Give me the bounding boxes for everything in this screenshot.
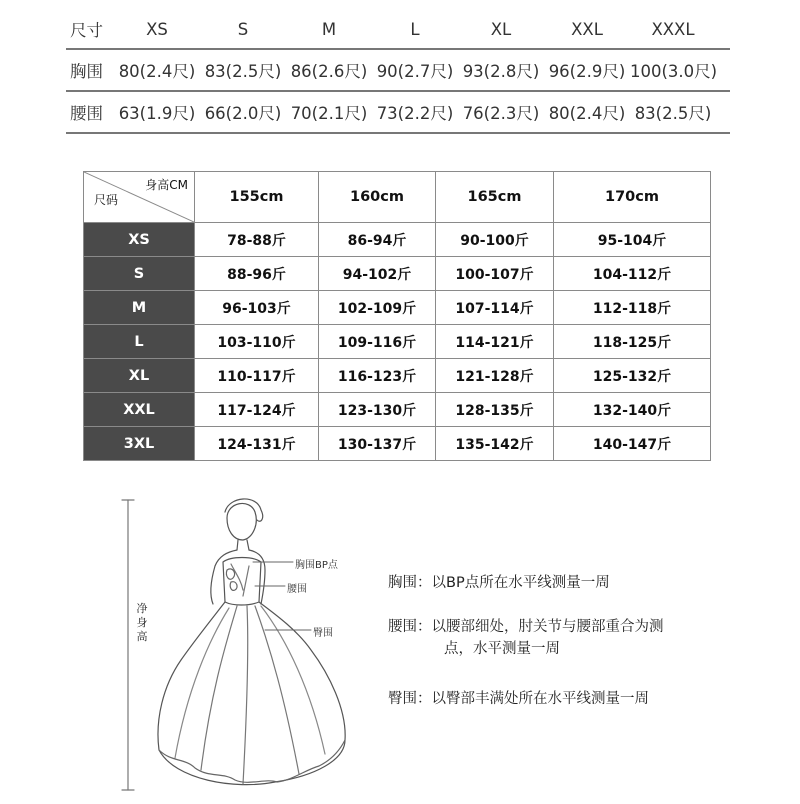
corner-height-label: 身高CM: [145, 178, 188, 192]
weight-cell: 112-118斤: [554, 291, 711, 325]
size-header-cell: S: [237, 19, 249, 39]
weight-cell: 100-107斤: [436, 257, 554, 291]
bust-value: 86(2.6尺): [290, 62, 368, 81]
table-row: [84, 325, 711, 359]
weight-cell: 128-135斤: [436, 393, 554, 427]
table-row: [84, 223, 711, 257]
weight-cell: 135-142斤: [436, 427, 554, 461]
bust-value: 93(2.8尺): [462, 62, 540, 81]
gown-drawing: [115, 490, 375, 800]
waist-value: 66(2.0尺): [204, 104, 282, 123]
size-row-header: L: [84, 325, 195, 359]
weight-cell: 109-116斤: [319, 325, 436, 359]
table-row: [84, 393, 711, 427]
weight-cell: 95-104斤: [554, 223, 711, 257]
weight-cell: 90-100斤: [436, 223, 554, 257]
size-header-cell: L: [410, 19, 420, 39]
weight-cell: 114-121斤: [436, 325, 554, 359]
size-header-cell: XXL: [571, 19, 603, 39]
size-row-header: S: [84, 257, 195, 291]
weight-cell: 110-117斤: [195, 359, 319, 393]
waist-value: 70(2.1尺): [290, 104, 368, 123]
size-row-header: XXL: [84, 393, 195, 427]
weight-cell: 140-147斤: [554, 427, 711, 461]
size-header-cell: XL: [490, 19, 512, 39]
waist-value: 76(2.3尺): [462, 104, 540, 123]
row-label: 腰围: [70, 104, 103, 123]
waist-value: 80(2.4尺): [548, 104, 626, 123]
waist-note: [388, 616, 664, 660]
height-label: 净身高: [136, 602, 148, 643]
waist-value: 63(1.9尺): [118, 104, 196, 123]
bust-row: [66, 50, 730, 92]
bust-value: 100(3.0尺): [630, 62, 718, 81]
waist-value: 73(2.2尺): [376, 104, 454, 123]
bust-value: 96(2.9尺): [548, 62, 626, 81]
row-label: 胸围: [70, 62, 103, 81]
weight-cell: 116-123斤: [319, 359, 436, 393]
table-row: [84, 291, 711, 325]
size-header-cell: XXXL: [651, 19, 695, 39]
bust-callout: 胸围BP点: [295, 560, 338, 571]
weight-cell: 107-114斤: [436, 291, 554, 325]
size-row-header: 3XL: [84, 427, 195, 461]
size-table-header: [66, 10, 730, 50]
weight-cell: 103-110斤: [195, 325, 319, 359]
weight-cell: 117-124斤: [195, 393, 319, 427]
weight-cell: 130-137斤: [319, 427, 436, 461]
size-row-header: XS: [84, 223, 195, 257]
size-row-header: M: [84, 291, 195, 325]
size-header-cell: XS: [146, 19, 168, 39]
weight-cell: 94-102斤: [319, 257, 436, 291]
weight-cell: 78-88斤: [195, 223, 319, 257]
weight-cell: 124-131斤: [195, 427, 319, 461]
weight-cell: 125-132斤: [554, 359, 711, 393]
bust-value: 90(2.7尺): [376, 62, 454, 81]
weight-cell: 102-109斤: [319, 291, 436, 325]
hip-callout: 臀围: [313, 628, 333, 639]
weight-table: [83, 171, 711, 461]
waist-row: [66, 92, 730, 134]
height-header: 170cm: [554, 172, 711, 223]
waist-note-line1: 腰围：以腰部细处，肘关节与腰部重合为测: [388, 619, 664, 635]
weight-cell: 88-96斤: [195, 257, 319, 291]
size-header-cell: M: [321, 19, 337, 39]
bust-note: 胸围：以BP点所在水平线测量一周: [388, 575, 610, 591]
waist-note-line2: 点，水平测量一周: [444, 641, 560, 657]
hip-note: 臀围：以臀部丰满处所在水平线测量一周: [388, 691, 649, 707]
bust-value: 80(2.4尺): [118, 62, 196, 81]
height-header: 165cm: [436, 172, 554, 223]
waist-value: 83(2.5尺): [634, 104, 712, 123]
gown-illustration: [115, 490, 375, 800]
weight-cell: 121-128斤: [436, 359, 554, 393]
waist-callout: 腰围: [287, 584, 307, 595]
size-header-label: 尺寸: [70, 21, 103, 40]
weight-cell: 104-112斤: [554, 257, 711, 291]
size-table: [66, 10, 730, 134]
weight-cell: 123-130斤: [319, 393, 436, 427]
size-row-header: XL: [84, 359, 195, 393]
weight-cell: 86-94斤: [319, 223, 436, 257]
weight-cell: 132-140斤: [554, 393, 711, 427]
weight-table-header: [84, 172, 711, 223]
table-row: [84, 427, 711, 461]
height-header: 160cm: [319, 172, 436, 223]
corner-cell: [84, 172, 195, 223]
bust-value: 83(2.5尺): [204, 62, 282, 81]
weight-cell: 118-125斤: [554, 325, 711, 359]
weight-cell: 96-103斤: [195, 291, 319, 325]
table-row: [84, 257, 711, 291]
corner-size-label: 尺码: [94, 193, 119, 207]
table-row: [84, 359, 711, 393]
height-header: 155cm: [195, 172, 319, 223]
